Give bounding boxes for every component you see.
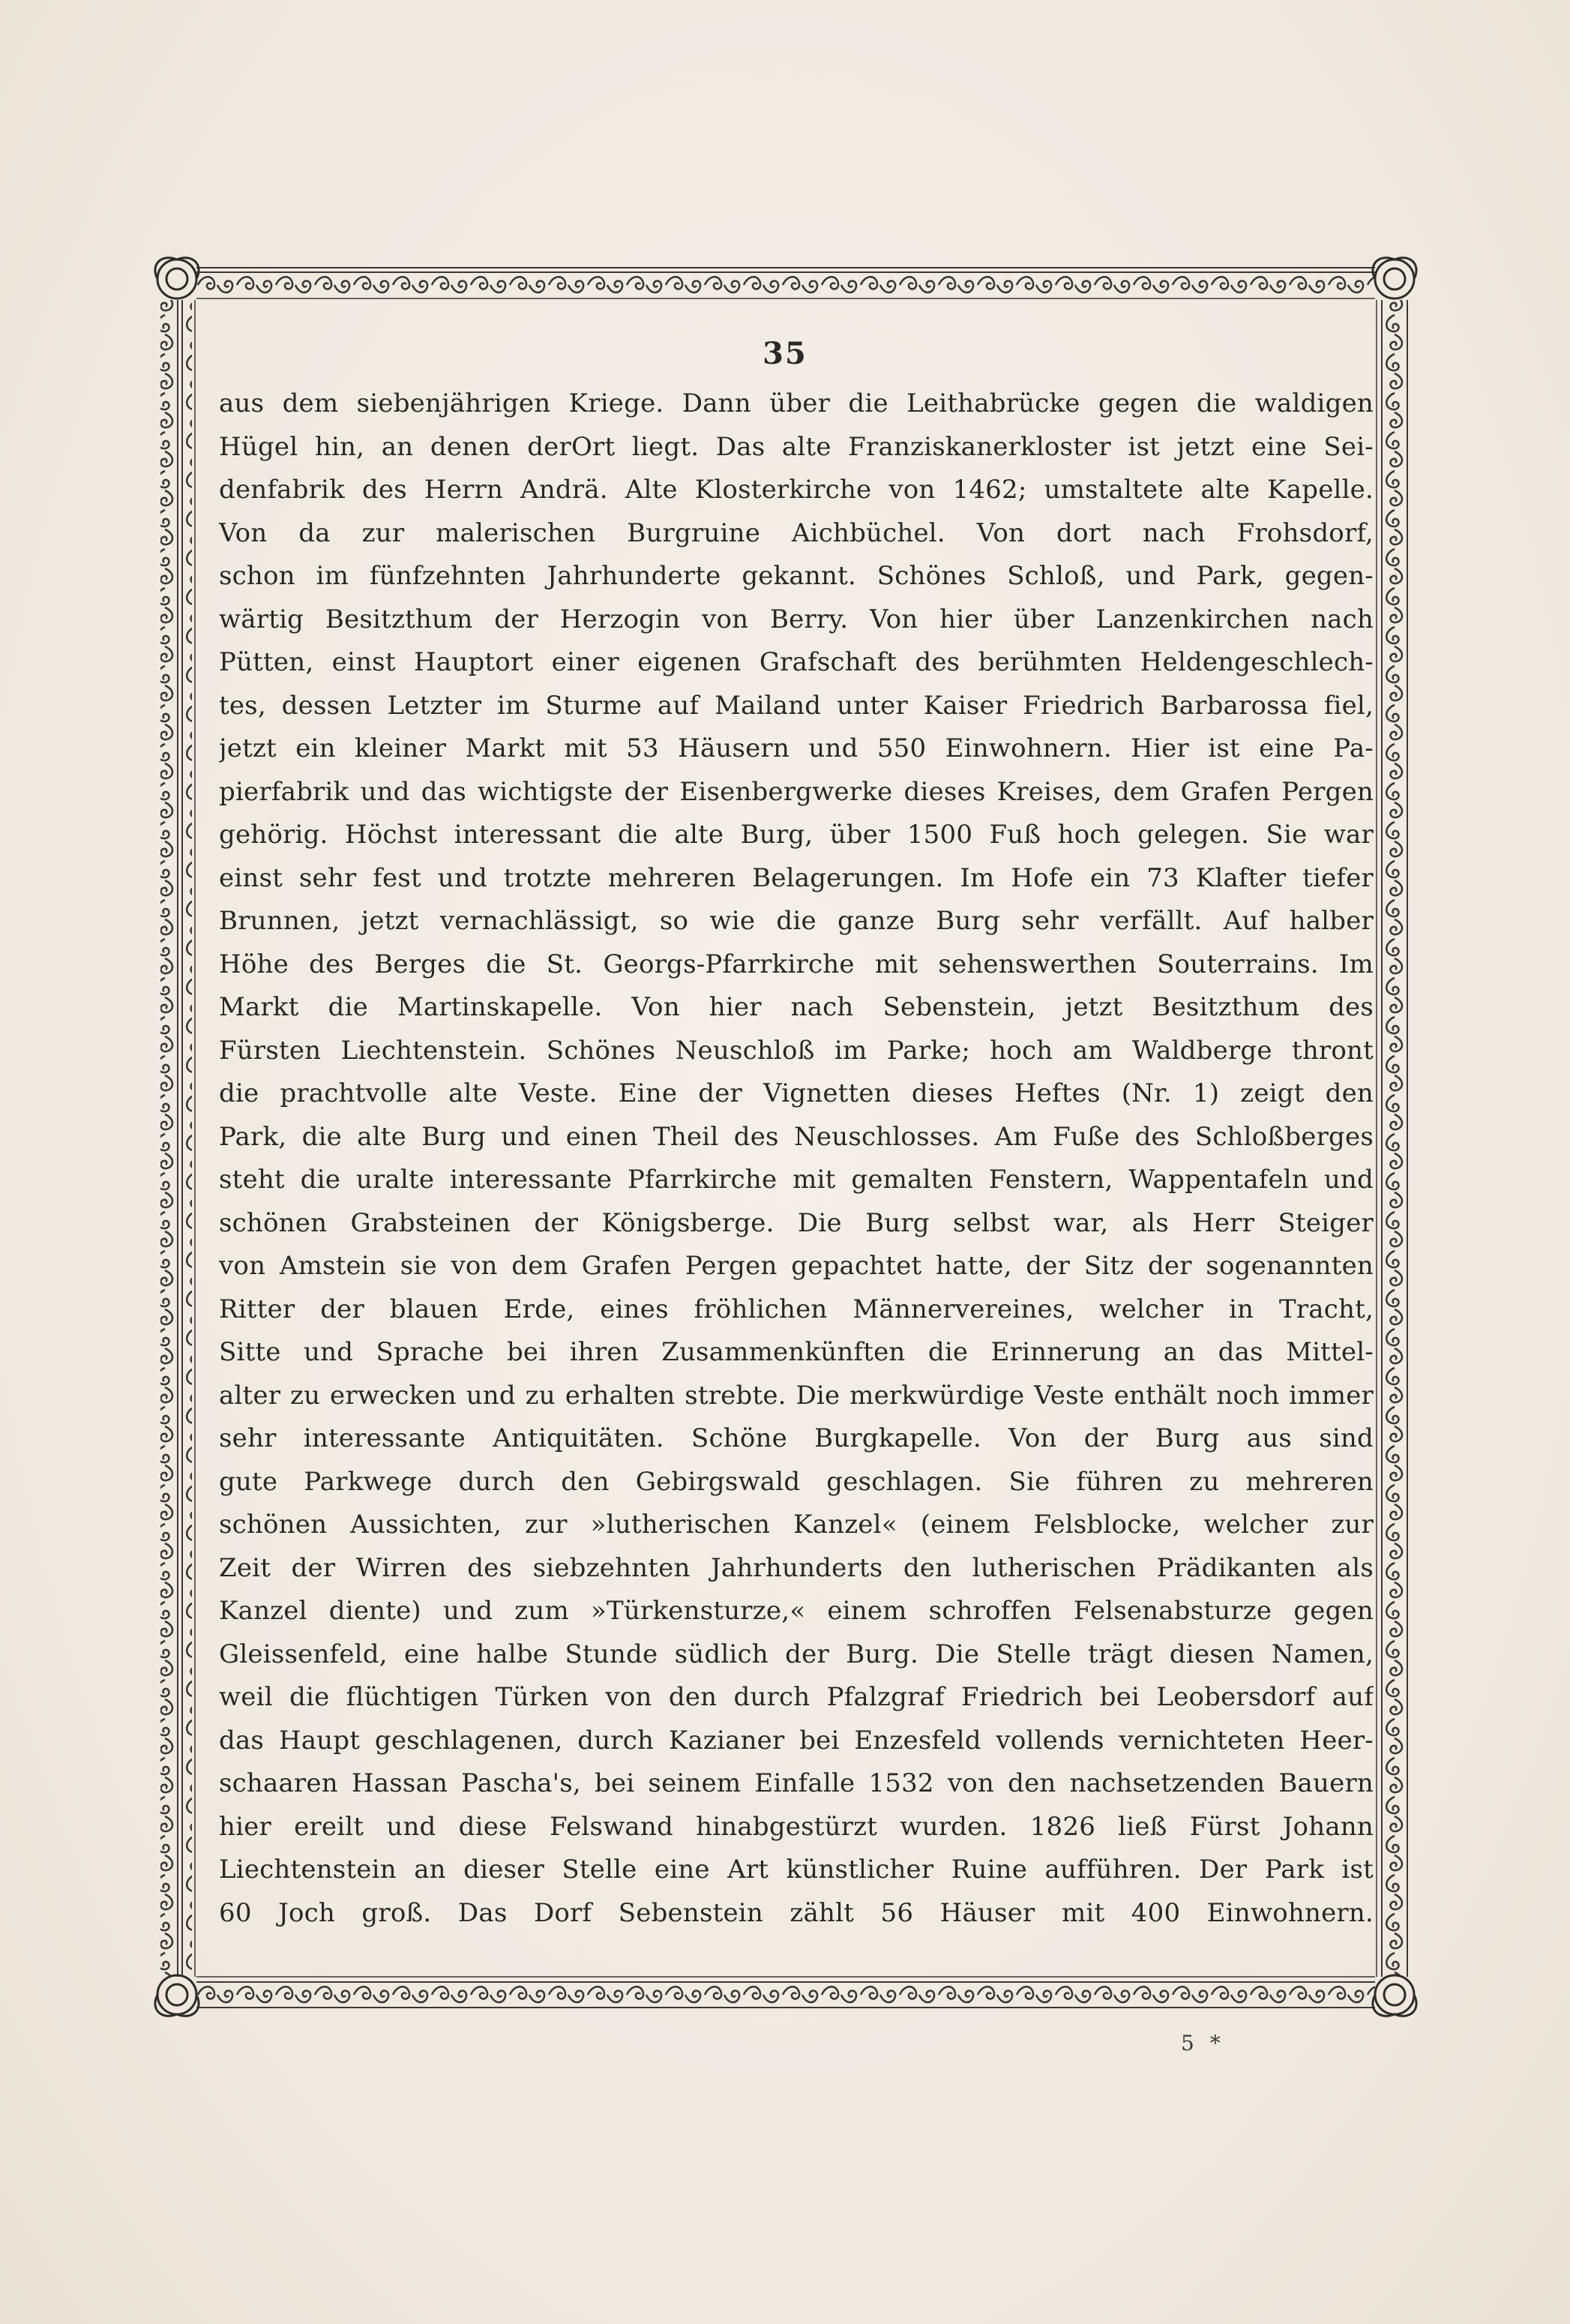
text-line: Höhe des Berges die St. Georgs-Pfarrkirche mit sehenswerthen Souterrains. Im (219, 949, 1374, 979)
text-line: Hügel hin, an denen derOrt liegt. Das alte Franziskanerkloster ist jetzt eine Sei- (219, 431, 1374, 462)
text-line: die prachtvolle alte Veste. Eine der Vignetten dieses Heftes (Nr. 1) zeigt den (219, 1078, 1374, 1108)
page-number: 35 (763, 336, 807, 371)
text-line: 60 Joch groß. Das Dorf Sebenstein zählt 56 Häuser mit 400 Einwohnern. (219, 1897, 1374, 1928)
text-line: das Haupt geschlagenen, durch Kazianer bei Enzesfeld vollends vernichteten Heer- (219, 1725, 1374, 1756)
text-line: aus dem siebenjährigen Kriege. Dann über die Leithabrücke gegen die waldigen (219, 388, 1374, 418)
text-line: pierfabrik und das wichtigste der Eisenbergwerke dieses Kreises, dem Grafen Pergen (219, 776, 1374, 807)
text-line: schaaren Hassan Pascha's, bei seinem Einfalle 1532 von den nachsetzenden Bauern (219, 1768, 1374, 1798)
text-line: wärtig Besitzthum der Herzogin von Berry. Von hier über Lanzenkirchen nach (219, 604, 1374, 634)
text-line: schönen Grabsteinen der Königsberge. Die Burg selbst war, als Herr Steiger (219, 1207, 1374, 1238)
text-line: denfabrik des Herrn Andrä. Alte Klosterkirche von 1462; umstaltete alte Kapelle. (219, 475, 1374, 505)
text-line: Gleissenfeld, eine halbe Stunde südlich der Burg. Die Stelle trägt diesen Namen, (219, 1639, 1374, 1669)
text-line: Von da zur malerischen Burgruine Aichbüchel. Von dort nach Frohsdorf, (219, 517, 1374, 548)
text-line: einst sehr fest und trotzte mehreren Belagerungen. Im Hofe ein 73 Klafter tiefer (219, 862, 1374, 893)
text-line: alter zu erwecken und zu erhalten strebte. Die merkwürdige Veste enthält noch immer (219, 1380, 1374, 1411)
text-line: Kanzel diente) und zum »Türkensturze,« einem schroffen Felsenabsturze gegen (219, 1596, 1374, 1626)
text-line: Zeit der Wirren des siebzehnten Jahrhunderts den lutherischen Prädikanten als (219, 1552, 1374, 1583)
text-line: Sitte und Sprache bei ihren Zusammenkünften die Erinnerung an das Mittel- (219, 1337, 1374, 1367)
text-line: Ritter der blauen Erde, eines fröhlichen Männervereines, welcher in Tracht, (219, 1294, 1374, 1324)
text-line: Fürsten Liechtenstein. Schönes Neuschloß im Parke; hoch am Waldberge thront (219, 1035, 1374, 1066)
body-text (219, 382, 1374, 1935)
text-line: tes, dessen Letzter im Sturme auf Mailand unter Kaiser Friedrich Barbarossa fiel, (219, 690, 1374, 721)
text-line: hier ereilt und diese Felswand hinabgestürzt wurden. 1826 ließ Fürst Johann (219, 1811, 1374, 1842)
text-line: schon im fünfzehnten Jahrhunderte gekannt. Schönes Schloß, und Park, gegen- (219, 561, 1374, 591)
text-line: Markt die Martinskapelle. Von hier nach Sebenstein, jetzt Besitzthum des (219, 992, 1374, 1022)
text-line: gehörig. Höchst interessant die alte Burg, über 1500 Fuß hoch gelegen. Sie war (219, 820, 1374, 850)
text-line: jetzt ein kleiner Markt mit 53 Häusern und 550 Einwohnern. Hier ist eine Pa- (219, 733, 1374, 763)
text-line: Pütten, einst Hauptort einer eigenen Grafschaft des berühmten Heldengeschlech- (219, 647, 1374, 677)
text-line: von Amstein sie von dem Grafen Pergen gepachtet hatte, der Sitz der sogenannten (219, 1251, 1374, 1281)
text-line: Liechtenstein an dieser Stelle eine Art künstlicher Ruine aufführen. Der Park ist (219, 1855, 1374, 1885)
text-line: gute Parkwege durch den Gebirgswald geschlagen. Sie führen zu mehreren (219, 1466, 1374, 1497)
text-line: steht die uralte interessante Pfarrkirche mit gemalten Fenstern, Wappentafeln und (219, 1165, 1374, 1195)
text-line: weil die flüchtigen Türken von den durch Pfalzgraf Friedrich bei Leobersdorf auf (219, 1682, 1374, 1712)
text-line: Park, die alte Burg und einen Theil des Neuschlosses. Am Fuße des Schloßberges (219, 1121, 1374, 1152)
text-line: schönen Aussichten, zur »lutherischen Kanzel« (einem Felsblocke, welcher zur (219, 1510, 1374, 1540)
signature-mark: 5 * (1181, 2031, 1225, 2056)
text-line: Brunnen, jetzt vernachlässigt, so wie die ganze Burg sehr verfällt. Auf halber (219, 906, 1374, 936)
text-line: sehr interessante Antiquitäten. Schöne Burgkapelle. Von der Burg aus sind (219, 1423, 1374, 1453)
